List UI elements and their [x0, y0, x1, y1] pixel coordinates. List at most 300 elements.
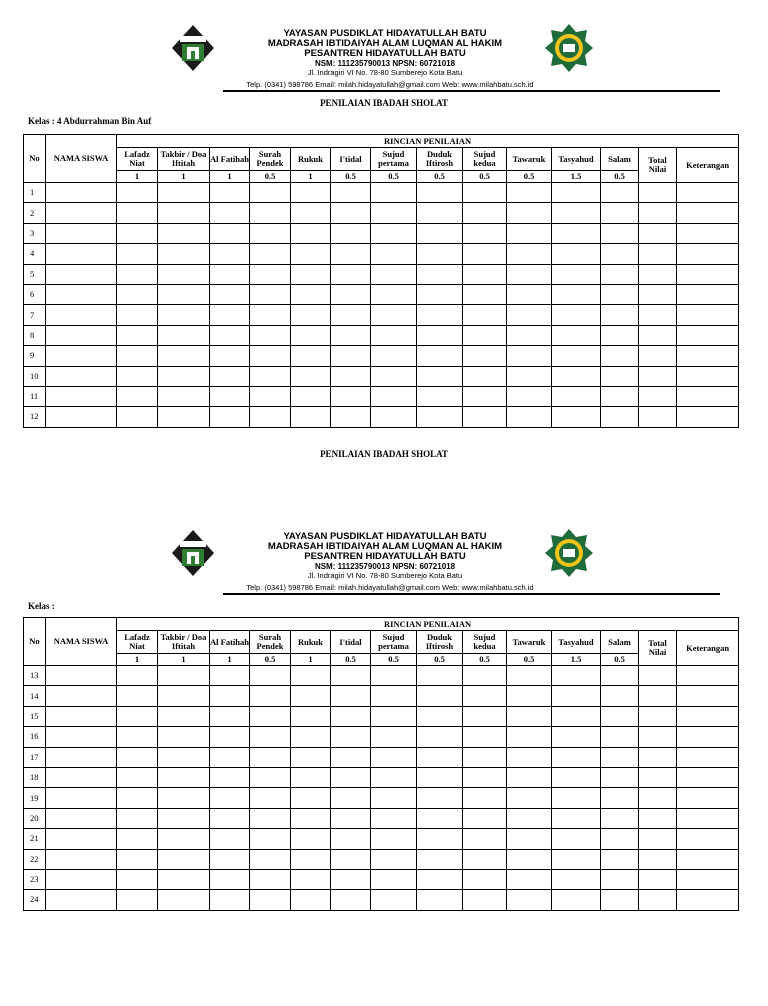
score-cell[interactable] — [291, 808, 331, 828]
score-cell[interactable] — [601, 788, 639, 808]
score-cell[interactable] — [417, 727, 463, 747]
score-cell[interactable] — [331, 183, 371, 203]
score-cell[interactable] — [507, 808, 552, 828]
score-cell[interactable] — [677, 346, 739, 366]
score-cell[interactable] — [601, 747, 639, 767]
score-cell[interactable] — [210, 264, 250, 284]
score-cell[interactable] — [507, 244, 552, 264]
score-cell[interactable] — [158, 284, 210, 304]
score-cell[interactable] — [601, 666, 639, 686]
name-cell[interactable] — [46, 366, 117, 386]
score-cell[interactable] — [291, 244, 331, 264]
score-cell[interactable] — [158, 747, 210, 767]
score-cell[interactable] — [601, 407, 639, 427]
score-cell[interactable] — [331, 305, 371, 325]
score-cell[interactable] — [463, 890, 507, 910]
score-cell[interactable] — [639, 264, 677, 284]
score-cell[interactable] — [371, 325, 417, 345]
score-cell[interactable] — [507, 869, 552, 889]
score-cell[interactable] — [677, 325, 739, 345]
score-cell[interactable] — [463, 346, 507, 366]
score-cell[interactable] — [507, 386, 552, 406]
score-cell[interactable] — [250, 223, 291, 243]
score-cell[interactable] — [552, 366, 601, 386]
name-cell[interactable] — [46, 747, 117, 767]
score-cell[interactable] — [210, 407, 250, 427]
score-cell[interactable] — [250, 829, 291, 849]
score-cell[interactable] — [291, 407, 331, 427]
score-cell[interactable] — [117, 666, 158, 686]
score-cell[interactable] — [250, 890, 291, 910]
score-cell[interactable] — [639, 706, 677, 726]
score-cell[interactable] — [677, 706, 739, 726]
score-cell[interactable] — [371, 366, 417, 386]
score-cell[interactable] — [158, 346, 210, 366]
score-cell[interactable] — [250, 203, 291, 223]
score-cell[interactable] — [117, 386, 158, 406]
score-cell[interactable] — [371, 407, 417, 427]
score-cell[interactable] — [158, 706, 210, 726]
score-cell[interactable] — [677, 244, 739, 264]
score-cell[interactable] — [677, 407, 739, 427]
name-cell[interactable] — [46, 203, 117, 223]
score-cell[interactable] — [371, 203, 417, 223]
score-cell[interactable] — [552, 386, 601, 406]
score-cell[interactable] — [291, 869, 331, 889]
score-cell[interactable] — [331, 727, 371, 747]
score-cell[interactable] — [331, 366, 371, 386]
score-cell[interactable] — [639, 808, 677, 828]
score-cell[interactable] — [158, 829, 210, 849]
score-cell[interactable] — [210, 808, 250, 828]
score-cell[interactable] — [601, 869, 639, 889]
score-cell[interactable] — [639, 666, 677, 686]
score-cell[interactable] — [552, 284, 601, 304]
score-cell[interactable] — [552, 686, 601, 706]
score-cell[interactable] — [117, 747, 158, 767]
score-cell[interactable] — [601, 808, 639, 828]
score-cell[interactable] — [417, 849, 463, 869]
score-cell[interactable] — [291, 666, 331, 686]
score-cell[interactable] — [117, 325, 158, 345]
score-cell[interactable] — [158, 788, 210, 808]
score-cell[interactable] — [552, 767, 601, 787]
score-cell[interactable] — [331, 284, 371, 304]
score-cell[interactable] — [371, 183, 417, 203]
name-cell[interactable] — [46, 244, 117, 264]
score-cell[interactable] — [417, 808, 463, 828]
score-cell[interactable] — [250, 849, 291, 869]
score-cell[interactable] — [250, 244, 291, 264]
score-cell[interactable] — [331, 808, 371, 828]
score-cell[interactable] — [417, 305, 463, 325]
score-cell[interactable] — [639, 788, 677, 808]
score-cell[interactable] — [291, 203, 331, 223]
score-cell[interactable] — [417, 706, 463, 726]
score-cell[interactable] — [639, 747, 677, 767]
score-cell[interactable] — [371, 849, 417, 869]
score-cell[interactable] — [507, 407, 552, 427]
score-cell[interactable] — [677, 829, 739, 849]
name-cell[interactable] — [46, 386, 117, 406]
score-cell[interactable] — [158, 849, 210, 869]
score-cell[interactable] — [158, 727, 210, 747]
score-cell[interactable] — [210, 203, 250, 223]
score-cell[interactable] — [639, 284, 677, 304]
score-cell[interactable] — [639, 346, 677, 366]
score-cell[interactable] — [463, 183, 507, 203]
score-cell[interactable] — [639, 727, 677, 747]
score-cell[interactable] — [677, 666, 739, 686]
score-cell[interactable] — [371, 808, 417, 828]
score-cell[interactable] — [331, 325, 371, 345]
score-cell[interactable] — [331, 686, 371, 706]
name-cell[interactable] — [46, 727, 117, 747]
name-cell[interactable] — [46, 407, 117, 427]
name-cell[interactable] — [46, 183, 117, 203]
score-cell[interactable] — [371, 706, 417, 726]
score-cell[interactable] — [250, 346, 291, 366]
score-cell[interactable] — [463, 386, 507, 406]
score-cell[interactable] — [291, 686, 331, 706]
score-cell[interactable] — [291, 346, 331, 366]
score-cell[interactable] — [331, 767, 371, 787]
score-cell[interactable] — [601, 686, 639, 706]
score-cell[interactable] — [639, 686, 677, 706]
score-cell[interactable] — [158, 407, 210, 427]
score-cell[interactable] — [210, 325, 250, 345]
score-cell[interactable] — [210, 829, 250, 849]
score-cell[interactable] — [158, 264, 210, 284]
score-cell[interactable] — [371, 346, 417, 366]
score-cell[interactable] — [250, 808, 291, 828]
score-cell[interactable] — [552, 808, 601, 828]
score-cell[interactable] — [417, 244, 463, 264]
score-cell[interactable] — [677, 183, 739, 203]
score-cell[interactable] — [639, 869, 677, 889]
score-cell[interactable] — [210, 305, 250, 325]
score-cell[interactable] — [117, 223, 158, 243]
score-cell[interactable] — [677, 284, 739, 304]
score-cell[interactable] — [291, 829, 331, 849]
score-cell[interactable] — [677, 808, 739, 828]
score-cell[interactable] — [677, 264, 739, 284]
score-cell[interactable] — [601, 829, 639, 849]
score-cell[interactable] — [371, 767, 417, 787]
score-cell[interactable] — [601, 346, 639, 366]
score-cell[interactable] — [158, 223, 210, 243]
score-cell[interactable] — [639, 890, 677, 910]
score-cell[interactable] — [291, 849, 331, 869]
score-cell[interactable] — [291, 788, 331, 808]
score-cell[interactable] — [463, 869, 507, 889]
score-cell[interactable] — [291, 386, 331, 406]
name-cell[interactable] — [46, 788, 117, 808]
score-cell[interactable] — [331, 203, 371, 223]
score-cell[interactable] — [291, 264, 331, 284]
score-cell[interactable] — [331, 666, 371, 686]
score-cell[interactable] — [639, 244, 677, 264]
score-cell[interactable] — [601, 183, 639, 203]
score-cell[interactable] — [291, 325, 331, 345]
score-cell[interactable] — [417, 183, 463, 203]
score-cell[interactable] — [552, 264, 601, 284]
score-cell[interactable] — [639, 767, 677, 787]
score-cell[interactable] — [210, 706, 250, 726]
score-cell[interactable] — [331, 706, 371, 726]
score-cell[interactable] — [507, 686, 552, 706]
score-cell[interactable] — [552, 244, 601, 264]
score-cell[interactable] — [210, 849, 250, 869]
score-cell[interactable] — [552, 666, 601, 686]
score-cell[interactable] — [331, 223, 371, 243]
score-cell[interactable] — [331, 346, 371, 366]
score-cell[interactable] — [371, 788, 417, 808]
score-cell[interactable] — [463, 808, 507, 828]
score-cell[interactable] — [371, 890, 417, 910]
score-cell[interactable] — [417, 788, 463, 808]
score-cell[interactable] — [601, 706, 639, 726]
score-cell[interactable] — [507, 890, 552, 910]
score-cell[interactable] — [507, 284, 552, 304]
name-cell[interactable] — [46, 346, 117, 366]
score-cell[interactable] — [601, 305, 639, 325]
score-cell[interactable] — [417, 386, 463, 406]
score-cell[interactable] — [291, 366, 331, 386]
score-cell[interactable] — [552, 727, 601, 747]
score-cell[interactable] — [291, 183, 331, 203]
score-cell[interactable] — [463, 366, 507, 386]
score-cell[interactable] — [677, 869, 739, 889]
score-cell[interactable] — [601, 890, 639, 910]
score-cell[interactable] — [117, 407, 158, 427]
score-cell[interactable] — [158, 244, 210, 264]
score-cell[interactable] — [210, 869, 250, 889]
score-cell[interactable] — [417, 223, 463, 243]
score-cell[interactable] — [117, 767, 158, 787]
score-cell[interactable] — [158, 386, 210, 406]
score-cell[interactable] — [117, 727, 158, 747]
score-cell[interactable] — [417, 686, 463, 706]
score-cell[interactable] — [291, 223, 331, 243]
score-cell[interactable] — [417, 767, 463, 787]
score-cell[interactable] — [417, 666, 463, 686]
score-cell[interactable] — [250, 666, 291, 686]
score-cell[interactable] — [552, 223, 601, 243]
score-cell[interactable] — [552, 325, 601, 345]
score-cell[interactable] — [507, 788, 552, 808]
score-cell[interactable] — [417, 346, 463, 366]
score-cell[interactable] — [331, 849, 371, 869]
score-cell[interactable] — [210, 386, 250, 406]
score-cell[interactable] — [291, 727, 331, 747]
score-cell[interactable] — [463, 727, 507, 747]
score-cell[interactable] — [601, 366, 639, 386]
score-cell[interactable] — [463, 264, 507, 284]
score-cell[interactable] — [371, 305, 417, 325]
score-cell[interactable] — [552, 346, 601, 366]
score-cell[interactable] — [463, 284, 507, 304]
score-cell[interactable] — [677, 686, 739, 706]
score-cell[interactable] — [117, 305, 158, 325]
score-cell[interactable] — [210, 183, 250, 203]
score-cell[interactable] — [210, 284, 250, 304]
score-cell[interactable] — [117, 203, 158, 223]
score-cell[interactable] — [677, 305, 739, 325]
score-cell[interactable] — [463, 666, 507, 686]
score-cell[interactable] — [210, 666, 250, 686]
score-cell[interactable] — [210, 767, 250, 787]
score-cell[interactable] — [463, 223, 507, 243]
name-cell[interactable] — [46, 686, 117, 706]
score-cell[interactable] — [371, 284, 417, 304]
score-cell[interactable] — [250, 869, 291, 889]
name-cell[interactable] — [46, 869, 117, 889]
score-cell[interactable] — [677, 849, 739, 869]
name-cell[interactable] — [46, 767, 117, 787]
score-cell[interactable] — [552, 305, 601, 325]
score-cell[interactable] — [463, 203, 507, 223]
score-cell[interactable] — [507, 706, 552, 726]
score-cell[interactable] — [210, 244, 250, 264]
score-cell[interactable] — [291, 305, 331, 325]
score-cell[interactable] — [371, 244, 417, 264]
score-cell[interactable] — [601, 284, 639, 304]
score-cell[interactable] — [639, 305, 677, 325]
score-cell[interactable] — [210, 788, 250, 808]
score-cell[interactable] — [601, 244, 639, 264]
score-cell[interactable] — [291, 706, 331, 726]
score-cell[interactable] — [158, 183, 210, 203]
score-cell[interactable] — [417, 366, 463, 386]
score-cell[interactable] — [250, 325, 291, 345]
score-cell[interactable] — [250, 366, 291, 386]
score-cell[interactable] — [210, 890, 250, 910]
score-cell[interactable] — [552, 890, 601, 910]
name-cell[interactable] — [46, 223, 117, 243]
score-cell[interactable] — [250, 767, 291, 787]
score-cell[interactable] — [639, 366, 677, 386]
score-cell[interactable] — [250, 706, 291, 726]
score-cell[interactable] — [552, 203, 601, 223]
score-cell[interactable] — [677, 747, 739, 767]
score-cell[interactable] — [371, 727, 417, 747]
score-cell[interactable] — [331, 788, 371, 808]
name-cell[interactable] — [46, 284, 117, 304]
name-cell[interactable] — [46, 890, 117, 910]
score-cell[interactable] — [601, 203, 639, 223]
score-cell[interactable] — [639, 203, 677, 223]
score-cell[interactable] — [331, 869, 371, 889]
score-cell[interactable] — [417, 203, 463, 223]
score-cell[interactable] — [507, 849, 552, 869]
score-cell[interactable] — [117, 869, 158, 889]
score-cell[interactable] — [507, 325, 552, 345]
score-cell[interactable] — [331, 890, 371, 910]
score-cell[interactable] — [210, 346, 250, 366]
score-cell[interactable] — [417, 264, 463, 284]
score-cell[interactable] — [639, 223, 677, 243]
score-cell[interactable] — [117, 284, 158, 304]
score-cell[interactable] — [210, 747, 250, 767]
score-cell[interactable] — [507, 747, 552, 767]
score-cell[interactable] — [677, 890, 739, 910]
score-cell[interactable] — [601, 223, 639, 243]
score-cell[interactable] — [677, 788, 739, 808]
score-cell[interactable] — [507, 264, 552, 284]
score-cell[interactable] — [507, 666, 552, 686]
score-cell[interactable] — [677, 366, 739, 386]
score-cell[interactable] — [250, 264, 291, 284]
score-cell[interactable] — [158, 890, 210, 910]
score-cell[interactable] — [117, 788, 158, 808]
score-cell[interactable] — [417, 869, 463, 889]
score-cell[interactable] — [331, 747, 371, 767]
score-cell[interactable] — [463, 325, 507, 345]
score-cell[interactable] — [371, 386, 417, 406]
score-cell[interactable] — [117, 849, 158, 869]
score-cell[interactable] — [158, 767, 210, 787]
score-cell[interactable] — [677, 203, 739, 223]
score-cell[interactable] — [371, 747, 417, 767]
score-cell[interactable] — [117, 686, 158, 706]
score-cell[interactable] — [117, 183, 158, 203]
score-cell[interactable] — [117, 808, 158, 828]
score-cell[interactable] — [639, 386, 677, 406]
score-cell[interactable] — [158, 325, 210, 345]
score-cell[interactable] — [371, 223, 417, 243]
score-cell[interactable] — [601, 264, 639, 284]
score-cell[interactable] — [117, 366, 158, 386]
score-cell[interactable] — [331, 264, 371, 284]
score-cell[interactable] — [331, 386, 371, 406]
score-cell[interactable] — [552, 706, 601, 726]
score-cell[interactable] — [552, 183, 601, 203]
score-cell[interactable] — [552, 788, 601, 808]
score-cell[interactable] — [601, 727, 639, 747]
score-cell[interactable] — [210, 686, 250, 706]
score-cell[interactable] — [463, 706, 507, 726]
score-cell[interactable] — [210, 727, 250, 747]
score-cell[interactable] — [552, 407, 601, 427]
score-cell[interactable] — [417, 407, 463, 427]
name-cell[interactable] — [46, 808, 117, 828]
score-cell[interactable] — [417, 747, 463, 767]
score-cell[interactable] — [291, 284, 331, 304]
score-cell[interactable] — [158, 305, 210, 325]
score-cell[interactable] — [158, 869, 210, 889]
score-cell[interactable] — [463, 767, 507, 787]
score-cell[interactable] — [507, 727, 552, 747]
score-cell[interactable] — [331, 244, 371, 264]
score-cell[interactable] — [250, 284, 291, 304]
score-cell[interactable] — [371, 666, 417, 686]
score-cell[interactable] — [677, 223, 739, 243]
name-cell[interactable] — [46, 305, 117, 325]
score-cell[interactable] — [507, 767, 552, 787]
score-cell[interactable] — [463, 829, 507, 849]
score-cell[interactable] — [463, 849, 507, 869]
score-cell[interactable] — [552, 869, 601, 889]
name-cell[interactable] — [46, 264, 117, 284]
score-cell[interactable] — [639, 407, 677, 427]
score-cell[interactable] — [463, 788, 507, 808]
score-cell[interactable] — [463, 244, 507, 264]
score-cell[interactable] — [601, 386, 639, 406]
score-cell[interactable] — [507, 305, 552, 325]
score-cell[interactable] — [507, 366, 552, 386]
name-cell[interactable] — [46, 706, 117, 726]
